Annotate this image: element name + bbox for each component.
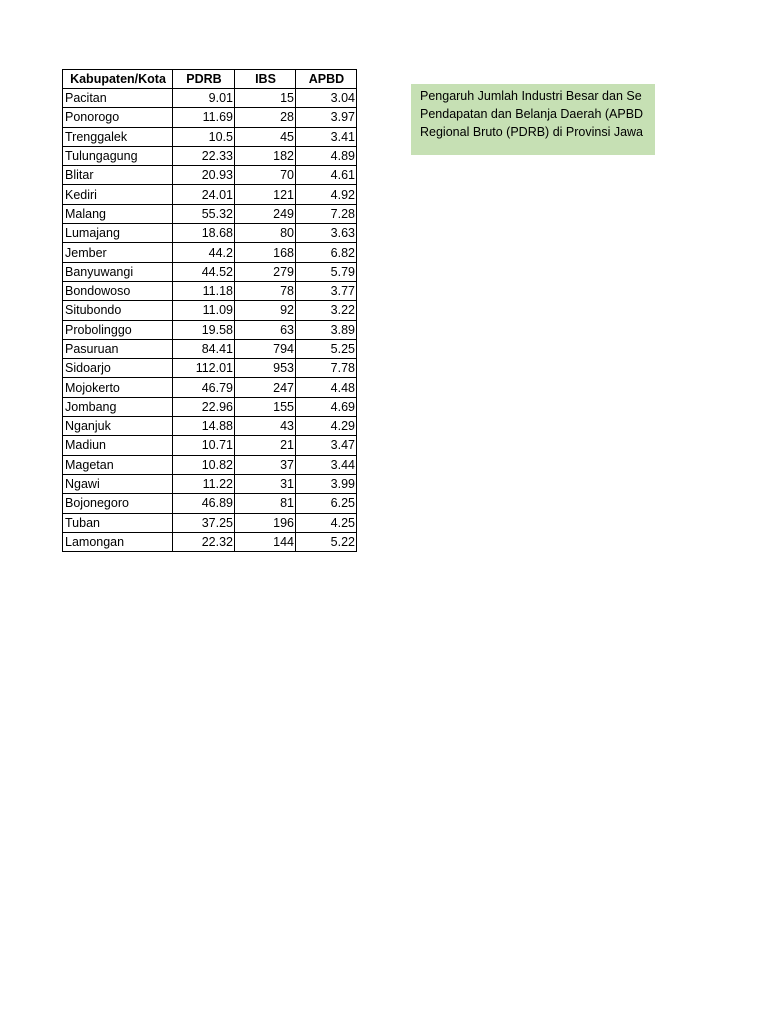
cell-apbd[interactable]: 6.25: [296, 494, 357, 513]
cell-apbd[interactable]: 3.44: [296, 455, 357, 474]
cell-kabupaten-kota[interactable]: Madiun: [63, 436, 173, 455]
cell-kabupaten-kota[interactable]: Tulungagung: [63, 146, 173, 165]
header-pdrb[interactable]: PDRB: [173, 70, 235, 89]
table-row: [63, 397, 357, 416]
cell-apbd[interactable]: 4.48: [296, 378, 357, 397]
table-row: [63, 204, 357, 223]
table-row: [63, 301, 357, 320]
cell-kabupaten-kota[interactable]: Nganjuk: [63, 417, 173, 436]
cell-pdrb[interactable]: 10.71: [173, 436, 235, 455]
data-table: [62, 69, 357, 552]
cell-apbd[interactable]: 3.63: [296, 224, 357, 243]
cell-kabupaten-kota[interactable]: Ponorogo: [63, 108, 173, 127]
cell-ibs[interactable]: 43: [235, 417, 296, 436]
table-row: [63, 474, 357, 493]
cell-apbd[interactable]: 3.77: [296, 281, 357, 300]
table-row: [63, 281, 357, 300]
cell-ibs[interactable]: 37: [235, 455, 296, 474]
cell-ibs[interactable]: 21: [235, 436, 296, 455]
cell-kabupaten-kota[interactable]: Lamongan: [63, 532, 173, 551]
table-body: [63, 89, 357, 552]
cell-pdrb[interactable]: 44.2: [173, 243, 235, 262]
table-row: [63, 436, 357, 455]
table-row: [63, 127, 357, 146]
cell-ibs[interactable]: 144: [235, 532, 296, 551]
cell-apbd[interactable]: 5.25: [296, 339, 357, 358]
cell-apbd[interactable]: 4.25: [296, 513, 357, 532]
header-apbd[interactable]: APBD: [296, 70, 357, 89]
cell-kabupaten-kota[interactable]: Magetan: [63, 455, 173, 474]
cell-pdrb[interactable]: 20.93: [173, 166, 235, 185]
cell-apbd[interactable]: 4.69: [296, 397, 357, 416]
cell-apbd[interactable]: 7.28: [296, 204, 357, 223]
table-row: [63, 262, 357, 281]
cell-apbd[interactable]: 3.22: [296, 301, 357, 320]
cell-kabupaten-kota[interactable]: Kediri: [63, 185, 173, 204]
cell-ibs[interactable]: 182: [235, 146, 296, 165]
note-line-1: Pengaruh Jumlah Industri Besar dan Se: [420, 89, 642, 103]
cell-pdrb[interactable]: 18.68: [173, 224, 235, 243]
cell-apbd[interactable]: 3.99: [296, 474, 357, 493]
cell-apbd[interactable]: 7.78: [296, 359, 357, 378]
cell-ibs[interactable]: 121: [235, 185, 296, 204]
cell-kabupaten-kota[interactable]: Banyuwangi: [63, 262, 173, 281]
cell-ibs[interactable]: 70: [235, 166, 296, 185]
cell-pdrb[interactable]: 22.32: [173, 532, 235, 551]
cell-kabupaten-kota[interactable]: Tuban: [63, 513, 173, 532]
cell-apbd[interactable]: 3.47: [296, 436, 357, 455]
table-row: [63, 185, 357, 204]
cell-pdrb[interactable]: 11.22: [173, 474, 235, 493]
cell-pdrb[interactable]: 10.82: [173, 455, 235, 474]
cell-pdrb[interactable]: 46.79: [173, 378, 235, 397]
note-line-2: Pendapatan dan Belanja Daerah (APBD: [420, 107, 644, 121]
cell-pdrb[interactable]: 11.09: [173, 301, 235, 320]
note-text-box[interactable]: [411, 84, 655, 155]
cell-ibs[interactable]: 15: [235, 89, 296, 108]
table-row: [63, 378, 357, 397]
cell-ibs[interactable]: 247: [235, 378, 296, 397]
header-ibs[interactable]: IBS: [235, 70, 296, 89]
table-row: [63, 339, 357, 358]
table-row: [63, 532, 357, 551]
table-row: [63, 494, 357, 513]
cell-ibs[interactable]: 794: [235, 339, 296, 358]
table-row: [63, 513, 357, 532]
table-row: [63, 455, 357, 474]
cell-apbd[interactable]: 4.61: [296, 166, 357, 185]
cell-pdrb[interactable]: 24.01: [173, 185, 235, 204]
cell-kabupaten-kota[interactable]: Pacitan: [63, 89, 173, 108]
cell-pdrb[interactable]: 55.32: [173, 204, 235, 223]
note-line-3: Regional Bruto (PDRB) di Provinsi Jawa: [420, 125, 644, 139]
cell-pdrb[interactable]: 19.58: [173, 320, 235, 339]
cell-ibs[interactable]: 168: [235, 243, 296, 262]
cell-ibs[interactable]: 155: [235, 397, 296, 416]
cell-ibs[interactable]: 31: [235, 474, 296, 493]
table-row: [63, 359, 357, 378]
cell-pdrb[interactable]: 46.89: [173, 494, 235, 513]
cell-ibs[interactable]: 28: [235, 108, 296, 127]
table-row: [63, 224, 357, 243]
cell-kabupaten-kota[interactable]: Jombang: [63, 397, 173, 416]
note-text: [420, 87, 655, 141]
cell-ibs[interactable]: 45: [235, 127, 296, 146]
table-row: [63, 146, 357, 165]
table-row: [63, 89, 357, 108]
cell-apbd[interactable]: 5.22: [296, 532, 357, 551]
cell-apbd[interactable]: 4.89: [296, 146, 357, 165]
table-row: [63, 243, 357, 262]
cell-apbd[interactable]: 3.41: [296, 127, 357, 146]
cell-kabupaten-kota[interactable]: Trenggalek: [63, 127, 173, 146]
cell-ibs[interactable]: 953: [235, 359, 296, 378]
cell-pdrb[interactable]: 112.01: [173, 359, 235, 378]
header-kabupaten-kota[interactable]: Kabupaten/Kota: [63, 70, 173, 89]
table-row: [63, 417, 357, 436]
cell-ibs[interactable]: 196: [235, 513, 296, 532]
cell-apbd[interactable]: 5.79: [296, 262, 357, 281]
cell-pdrb[interactable]: 11.69: [173, 108, 235, 127]
cell-kabupaten-kota[interactable]: Pasuruan: [63, 339, 173, 358]
cell-kabupaten-kota[interactable]: Blitar: [63, 166, 173, 185]
cell-apbd[interactable]: 3.97: [296, 108, 357, 127]
cell-pdrb[interactable]: 10.5: [173, 127, 235, 146]
cell-pdrb[interactable]: 84.41: [173, 339, 235, 358]
cell-apbd[interactable]: 3.89: [296, 320, 357, 339]
cell-kabupaten-kota[interactable]: Situbondo: [63, 301, 173, 320]
cell-pdrb[interactable]: 14.88: [173, 417, 235, 436]
table-row: [63, 320, 357, 339]
cell-pdrb[interactable]: 11.18: [173, 281, 235, 300]
cell-kabupaten-kota[interactable]: Jember: [63, 243, 173, 262]
cell-pdrb[interactable]: 37.25: [173, 513, 235, 532]
cell-pdrb[interactable]: 22.96: [173, 397, 235, 416]
table-row: [63, 108, 357, 127]
cell-kabupaten-kota[interactable]: Ngawi: [63, 474, 173, 493]
cell-apbd[interactable]: 4.29: [296, 417, 357, 436]
cell-ibs[interactable]: 279: [235, 262, 296, 281]
cell-kabupaten-kota[interactable]: Sidoarjo: [63, 359, 173, 378]
cell-pdrb[interactable]: 44.52: [173, 262, 235, 281]
cell-ibs[interactable]: 63: [235, 320, 296, 339]
cell-ibs[interactable]: 92: [235, 301, 296, 320]
table-header-row: [63, 70, 357, 89]
cell-ibs[interactable]: 81: [235, 494, 296, 513]
cell-apbd[interactable]: 6.82: [296, 243, 357, 262]
cell-pdrb[interactable]: 9.01: [173, 89, 235, 108]
cell-apbd[interactable]: 3.04: [296, 89, 357, 108]
cell-kabupaten-kota[interactable]: Lumajang: [63, 224, 173, 243]
cell-kabupaten-kota[interactable]: Bojonegoro: [63, 494, 173, 513]
table-row: [63, 166, 357, 185]
cell-ibs[interactable]: 80: [235, 224, 296, 243]
cell-ibs[interactable]: 249: [235, 204, 296, 223]
cell-kabupaten-kota[interactable]: Mojokerto: [63, 378, 173, 397]
cell-apbd[interactable]: 4.92: [296, 185, 357, 204]
cell-ibs[interactable]: 78: [235, 281, 296, 300]
cell-pdrb[interactable]: 22.33: [173, 146, 235, 165]
cell-kabupaten-kota[interactable]: Probolinggo: [63, 320, 173, 339]
cell-kabupaten-kota[interactable]: Bondowoso: [63, 281, 173, 300]
cell-kabupaten-kota[interactable]: Malang: [63, 204, 173, 223]
